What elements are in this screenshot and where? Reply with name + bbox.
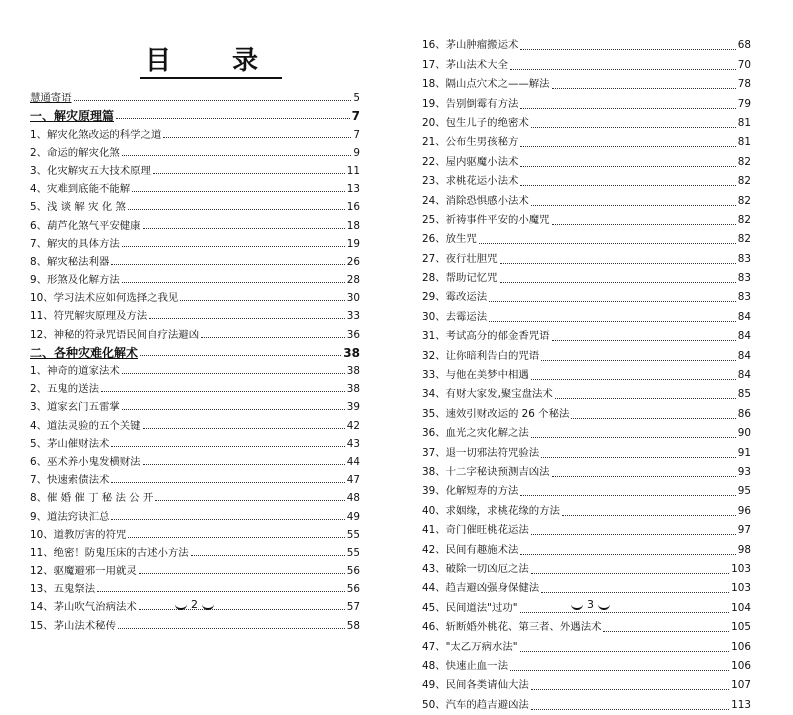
dot-leader (541, 456, 736, 458)
toc-entry-title: 36、血光之灾化解之法 (422, 427, 529, 440)
toc-entry (422, 288, 751, 307)
left-page-number: 2 (191, 597, 198, 611)
toc-entry (30, 161, 360, 179)
toc-entry-page: 5 (353, 92, 360, 105)
toc-entry-title: 7、解灾的具体方法 (30, 237, 120, 250)
toc-entry-page: 95 (737, 485, 751, 498)
toc-entry-page: 58 (346, 619, 360, 632)
toc-entry-title: 39、化解短寿的方法 (422, 485, 519, 498)
toc-entry-page: 48 (346, 492, 360, 505)
dot-leader (140, 354, 341, 356)
toc-entry (422, 521, 751, 540)
toc-entry-title: 28、帮助记忆咒 (422, 272, 498, 285)
toc-entry-page: 70 (737, 58, 751, 71)
toc-entry-page: 56 (346, 583, 360, 596)
toc-entry-title: 29、霉改运法 (422, 291, 488, 304)
toc-entry (30, 615, 360, 633)
toc-entry-title: 34、有财大家发,聚宝盘法术 (422, 388, 553, 401)
dot-leader (552, 339, 736, 341)
dot-leader (520, 611, 730, 613)
toc-entry-title: 47、"太乙万病水法" (422, 640, 518, 653)
dot-leader (143, 427, 345, 429)
toc-entry (422, 172, 751, 191)
toc-entry (422, 191, 751, 210)
toc-entry-title: 8、解灾秘法利器 (30, 255, 110, 268)
right-page (396, 0, 793, 711)
dot-leader (531, 436, 736, 438)
toc-entry-page: 38 (346, 365, 360, 377)
dot-leader (97, 590, 345, 592)
toc-entry (30, 343, 360, 361)
toc-entry-page: 105 (731, 621, 751, 634)
toc-entry (30, 397, 360, 415)
toc-entry-title: 43、破除一切凶厄之法 (422, 562, 529, 575)
toc-entry-title: 45、民间道法"过功" (422, 601, 518, 614)
toc-entry-title: 3、道家玄门五雷掌 (30, 401, 120, 414)
dot-leader (128, 208, 345, 210)
left-footer (175, 597, 214, 611)
toc-entry-title: 6、葫芦化煞气平安健康 (30, 219, 141, 232)
toc-entry-title: 10、道教厉害的符咒 (30, 528, 127, 541)
toc-entry-page: 85 (737, 388, 751, 401)
toc-entry-page: 82 (737, 155, 751, 168)
toc-entry (30, 88, 360, 106)
toc-entry (422, 443, 751, 462)
title-rule (140, 77, 282, 79)
dot-leader (531, 688, 729, 690)
toc-entry-page: 13 (346, 183, 360, 196)
toc-entry (422, 560, 751, 579)
toc-entry (422, 695, 751, 714)
toc-entry-page: 82 (737, 194, 751, 207)
toc-entry-page: 26 (346, 255, 360, 268)
toc-entry-title: 1、解灾化煞改运的科学之道 (30, 128, 162, 141)
dot-leader (520, 48, 735, 50)
toc-entry-title: 4、灾难到底能不能解 (30, 183, 131, 196)
toc-entry-title: 14、茅山吹气治病法术 (30, 601, 137, 614)
toc-entry-page: 30 (346, 292, 360, 305)
toc-entry-page: 81 (737, 136, 751, 149)
toc-entry-page: 56 (346, 565, 360, 578)
toc-entry-title: 17、茅山法术大全 (422, 58, 508, 71)
dot-leader (531, 126, 736, 128)
toc-entry (422, 230, 751, 249)
toc-entry-title: 13、五鬼祭法 (30, 583, 96, 596)
dot-leader (149, 317, 345, 319)
toc-entry (30, 106, 360, 124)
toc-entry (422, 327, 751, 346)
toc-entry-page: 39 (346, 401, 360, 414)
dot-leader (111, 263, 344, 265)
toc-entry-title: 4、道法灵验的五个关键 (30, 419, 141, 432)
dot-leader (122, 154, 352, 156)
dot-leader (143, 463, 345, 465)
toc-entry (30, 288, 360, 306)
toc-entry-page: 36 (346, 328, 360, 341)
dot-leader (132, 190, 345, 192)
dot-leader (603, 630, 729, 632)
toc-entry-page: 90 (737, 427, 751, 440)
dot-leader (500, 281, 736, 283)
toc-entry-title: 40、求姻缘，求桃花缘的方法 (422, 504, 560, 517)
toc-entry (30, 525, 360, 543)
toc-entry-page: 43 (346, 437, 360, 450)
toc-entry-title: 一、解灾原理篇 (30, 109, 115, 124)
toc-entry-title: 二、各种灾难化解术 (30, 345, 139, 360)
toc-entry-title: 12、驱魔避邪一用就灵 (30, 565, 137, 578)
toc-entry (422, 346, 751, 365)
dot-leader (552, 475, 736, 477)
dot-leader (143, 227, 345, 229)
toc-entry-page: 103 (731, 562, 751, 575)
toc-entry-page: 9 (353, 146, 360, 159)
toc-entry (30, 270, 360, 288)
toc-entry-title: 2、命运的解灾化煞 (30, 146, 120, 159)
toc-entry (422, 618, 751, 637)
toc-entry-title: 23、求桃花运小法术 (422, 175, 519, 188)
toc-entry-page: 38 (343, 345, 360, 360)
toc-entry (422, 75, 751, 94)
toc-entry-title: 38、十二字秘诀预测吉凶法 (422, 465, 550, 478)
toc-entry-page: 83 (737, 291, 751, 304)
toc-entry-title: 5、浅 谈 解 灾 化 煞 (30, 201, 126, 214)
dot-leader (520, 165, 735, 167)
toc-entry-title: 25、祈祷事件平安的小魔咒 (422, 213, 550, 226)
toc-entry (30, 543, 360, 561)
toc-entry-title: 7、快速索债法术 (30, 474, 110, 487)
toc-entry-page: 103 (731, 582, 751, 595)
dot-leader (541, 591, 729, 593)
toc-entry (30, 124, 360, 142)
toc-entry (422, 540, 751, 559)
toc-entry (422, 637, 751, 656)
toc-entry-title: 26、放生咒 (422, 233, 477, 246)
title-char-2: 录 (232, 46, 259, 76)
toc-entry (30, 579, 360, 597)
toc-entry-page: 83 (737, 272, 751, 285)
toc-entry-page: 11 (346, 164, 360, 177)
dot-leader (520, 553, 735, 555)
toc-entry-page: 82 (737, 175, 751, 188)
toc-entry-title: 31、考试高分的郁金香咒语 (422, 330, 550, 343)
right-toc-list (422, 36, 751, 715)
dot-leader (122, 245, 345, 247)
toc-entry-title: 21、公布生男孩秘方 (422, 136, 519, 149)
dot-leader (163, 136, 351, 138)
dot-leader (520, 184, 735, 186)
toc-entry-title: 9、形煞及化解方法 (30, 274, 120, 287)
toc-entry (422, 366, 751, 385)
dot-leader (489, 320, 736, 322)
toc-entry-title: 10、学习法术应如何选择之我见 (30, 292, 179, 305)
toc-entry (422, 501, 751, 520)
toc-entry (422, 482, 751, 501)
toc-entry-title: 37、退一切邪法符咒验法 (422, 446, 540, 459)
toc-entry-page: 82 (737, 213, 751, 226)
toc-entry-page: 93 (737, 465, 751, 478)
toc-entry-title: 42、民间有趣施术法 (422, 543, 519, 556)
toc-entry (30, 306, 360, 324)
toc-entry (30, 361, 360, 379)
toc-entry-title: 33、与他在美梦中相遇 (422, 369, 529, 382)
toc-entry-page: 84 (737, 349, 751, 362)
toc-entry (30, 324, 360, 342)
right-footer (571, 597, 610, 611)
toc-entry (30, 506, 360, 524)
toc-entry (30, 452, 360, 470)
toc-entry (422, 94, 751, 113)
dot-leader (191, 554, 345, 556)
toc-entry (422, 114, 751, 133)
toc-entry-page: 55 (346, 528, 360, 541)
toc-entry-page: 82 (737, 233, 751, 246)
dot-leader (155, 499, 345, 501)
title-char-1: 目 (145, 46, 172, 76)
toc-entry (422, 55, 751, 74)
toc-entry-page: 106 (731, 659, 751, 672)
toc-entry-title: 35、速效引财改运的 26 个秘法 (422, 407, 570, 420)
toc-entry (30, 470, 360, 488)
dot-leader (510, 68, 736, 70)
toc-entry-title: 49、民间各类请仙大法 (422, 679, 529, 692)
toc-entry-title: 慧通寄语 (30, 92, 72, 105)
toc-entry (422, 676, 751, 695)
toc-entry-title: 15、茅山法术秘传 (30, 619, 116, 632)
toc-entry-page: 83 (737, 252, 751, 265)
dot-leader (531, 378, 736, 380)
toc-entry (30, 215, 360, 233)
toc-entry-title: 22、屋内驱魔小法术 (422, 155, 519, 168)
toc-entry-page: 113 (731, 698, 751, 711)
toc-entry-title: 8、催 婚 催 丁 秘 法 公 开 (30, 492, 154, 505)
dot-leader (122, 281, 345, 283)
toc-entry-page: 86 (737, 407, 751, 420)
toc-entry-title: 20、包生儿子的绝密术 (422, 116, 529, 129)
toc-entry-title: 12、神秘的符录咒语民间自疗法避凶 (30, 328, 200, 341)
dot-leader (122, 408, 345, 410)
toc-entry-title: 9、道法窍诀汇总 (30, 510, 110, 523)
toc-entry-title: 5、茅山催财法术 (30, 437, 110, 450)
dot-leader (520, 107, 735, 109)
toc-entry (30, 561, 360, 579)
dot-leader (531, 572, 729, 574)
toc-entry-title: 44、趋吉避凶强身保健法 (422, 582, 540, 595)
toc-entry-page: 55 (346, 546, 360, 559)
toc-entry (422, 404, 751, 423)
toc-entry-page: 84 (737, 330, 751, 343)
toc-entry-title: 46、斩断婚外桃花、第三者、外遇法术 (422, 621, 602, 634)
dot-leader (489, 300, 736, 302)
toc-entry-page: 84 (737, 369, 751, 382)
toc-entry (422, 385, 751, 404)
dot-leader (111, 518, 344, 520)
toc-entry-page: 47 (346, 474, 360, 487)
toc-entry (422, 249, 751, 268)
dot-leader (562, 514, 736, 516)
toc-entry-title: 24、消除恐惧感小法术 (422, 194, 529, 207)
dot-leader (74, 99, 352, 101)
toc-entry-page: 78 (737, 78, 751, 91)
right-ornament-icon (202, 599, 214, 610)
toc-entry-page: 49 (346, 510, 360, 523)
dot-leader (520, 145, 735, 147)
toc-entry-title: 3、化灾解灾五大技术原理 (30, 164, 151, 177)
toc-entry-page: 33 (346, 310, 360, 323)
dot-leader (520, 494, 735, 496)
toc-entry-page: 28 (346, 274, 360, 287)
toc-entry (422, 579, 751, 598)
toc-entry (30, 252, 360, 270)
toc-entry-page: 44 (346, 455, 360, 468)
left-toc-list (30, 88, 360, 634)
dot-leader (555, 397, 736, 399)
toc-entry (422, 152, 751, 171)
dot-leader (153, 172, 345, 174)
dot-leader (571, 417, 735, 419)
dot-leader (541, 359, 736, 361)
toc-entry (30, 434, 360, 452)
toc-entry-title: 11、符咒解灾原理及方法 (30, 310, 148, 323)
toc-entry-title: 1、神奇的道家法术 (30, 365, 120, 377)
dot-leader (128, 536, 344, 538)
toc-entry (422, 36, 751, 55)
left-ornament-icon (571, 599, 583, 610)
toc-entry-title: 2、五鬼的送法 (30, 383, 99, 396)
toc-entry (30, 143, 360, 161)
toc-entry-page: 97 (737, 524, 751, 537)
toc-entry-page: 91 (737, 446, 751, 459)
toc-entry-title: 18、隔山点穴术之——解法 (422, 78, 550, 91)
toc-entry-page: 7 (351, 109, 360, 124)
toc-entry (30, 179, 360, 197)
toc-entry (422, 463, 751, 482)
toc-entry-page: 79 (737, 97, 751, 110)
dot-leader (139, 608, 345, 610)
toc-entry (30, 415, 360, 433)
toc-entry-title: 11、绝密！防鬼压床的古述小方法 (30, 546, 189, 559)
dot-leader (180, 299, 344, 301)
toc-entry (30, 234, 360, 252)
dot-leader (118, 627, 345, 629)
dot-leader (101, 390, 345, 392)
toc-entry-page: 96 (737, 504, 751, 517)
left-ornament-icon (175, 599, 187, 610)
toc-entry (422, 211, 751, 230)
toc-entry-title: 48、快速止血一法 (422, 659, 508, 672)
toc-entry (30, 488, 360, 506)
toc-entry-page: 81 (737, 116, 751, 129)
toc-entry-title: 6、巫术养小鬼发横财法 (30, 455, 141, 468)
toc-entry-title: 30、去霉运法 (422, 310, 488, 323)
dot-leader (111, 445, 344, 447)
toc-entry-title: 41、奇门催旺桃花运法 (422, 524, 529, 537)
toc-entry (422, 657, 751, 676)
dot-leader (479, 242, 736, 244)
toc-entry-title: 50、汽车的趋吉避凶法 (422, 698, 529, 711)
dot-leader (201, 336, 345, 338)
dot-leader (552, 223, 736, 225)
toc-entry-title: 27、夜行壮胆咒 (422, 252, 498, 265)
toc-entry (422, 133, 751, 152)
dot-leader (510, 669, 729, 671)
dot-leader (116, 117, 350, 119)
right-ornament-icon (598, 599, 610, 610)
toc-entry-page: 104 (731, 601, 751, 614)
dot-leader (520, 650, 730, 652)
toc-entry-page: 106 (731, 640, 751, 653)
toc-entry-page: 42 (346, 419, 360, 432)
right-page-number: 3 (587, 597, 594, 611)
dot-leader (500, 262, 736, 264)
toc-entry-page: 57 (346, 601, 360, 614)
toc-entry-title: 19、告别倒霉有方法 (422, 97, 519, 110)
left-page (0, 0, 396, 632)
toc-entry (30, 197, 360, 215)
toc-entry-page: 16 (346, 201, 360, 214)
dot-leader (531, 708, 729, 710)
toc-entry-page: 107 (731, 679, 751, 692)
dot-leader (122, 372, 345, 374)
toc-entry (30, 379, 360, 397)
dot-leader (139, 572, 345, 574)
toc-entry (422, 269, 751, 288)
toc-entry-page: 18 (346, 219, 360, 232)
toc-entry (422, 307, 751, 326)
toc-entry-page: 7 (353, 128, 360, 141)
toc-entry (422, 424, 751, 443)
toc-entry-page: 19 (346, 237, 360, 250)
toc-entry-title: 16、茅山肿瘤搬运术 (422, 39, 519, 52)
toc-entry-title: 32、让你暗利告白的咒语 (422, 349, 540, 362)
dot-leader (531, 204, 736, 206)
dot-leader (552, 87, 736, 89)
toc-entry-page: 68 (737, 39, 751, 52)
dot-leader (531, 533, 736, 535)
toc-entry-page: 98 (737, 543, 751, 556)
toc-entry-page: 38 (346, 383, 360, 396)
dot-leader (111, 481, 344, 483)
toc-entry-page: 84 (737, 310, 751, 323)
